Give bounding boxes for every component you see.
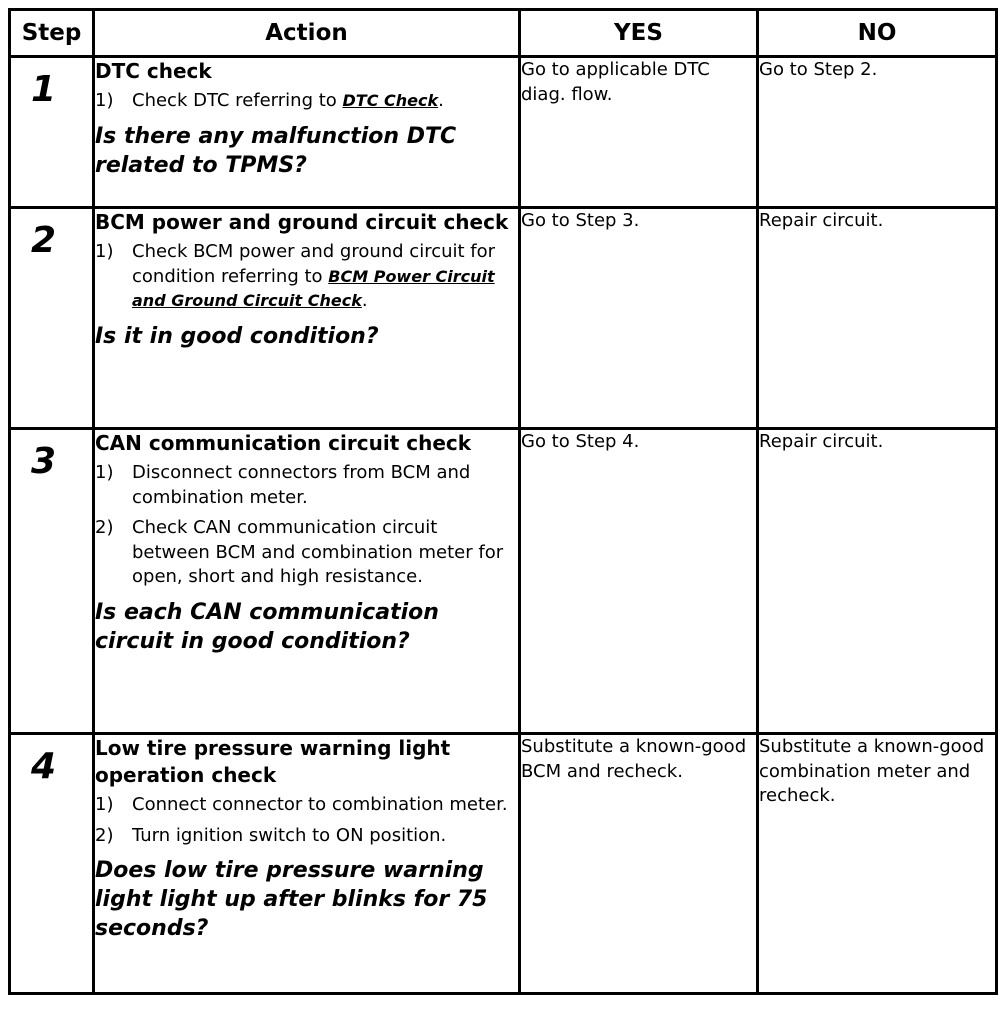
action-title: DTC check	[95, 59, 212, 83]
table-row	[10, 57, 997, 208]
action-cell	[94, 734, 520, 994]
item-text-end: .	[361, 290, 368, 311]
list-item	[95, 824, 518, 849]
list-item	[95, 793, 518, 818]
step-number: 2	[31, 220, 57, 261]
table-row	[10, 208, 997, 429]
yes-cell: Go to applicable DTC diag. flow.	[520, 57, 758, 208]
item-number: 1)	[95, 241, 114, 262]
yes-cell: Substitute a known-good BCM and recheck.	[520, 734, 758, 994]
item-number: 1)	[95, 90, 114, 111]
list-item	[95, 516, 518, 590]
list-item	[95, 89, 518, 114]
action-question: Is it in good condition?	[95, 323, 379, 349]
no-cell: Repair circuit.	[758, 208, 997, 429]
item-text: Connect connector to combination meter.	[132, 794, 508, 815]
item-number: 2)	[95, 517, 114, 538]
action-cell	[94, 429, 520, 734]
item-text: Turn ignition switch to ON position.	[132, 824, 447, 846]
list-item	[95, 240, 518, 314]
action-question: Does low tire pressure warning light light up after blinks for 75 seconds?	[95, 858, 488, 941]
action-steps	[95, 240, 518, 314]
action-title: BCM power and ground circuit check	[95, 210, 509, 234]
diagnostic-flow-table	[8, 8, 998, 995]
reference-link[interactable]: DTC Check	[342, 91, 439, 110]
action-steps	[95, 461, 518, 590]
step-number: 1	[31, 69, 57, 110]
header-yes: YES	[520, 10, 758, 57]
action-cell	[94, 57, 520, 208]
header-step: Step	[10, 10, 94, 57]
action-cell	[94, 208, 520, 429]
reference-link[interactable]: BCM Power Circuit and Ground Circuit Check	[132, 266, 495, 310]
action-question: Is there any malfunction DTC related to TPMS?	[95, 123, 457, 178]
item-text: Disconnect connectors from BCM and combination meter.	[132, 462, 471, 508]
step-number: 3	[31, 441, 57, 482]
action-title: CAN communication circuit check	[95, 431, 472, 455]
step-cell	[10, 429, 94, 734]
header-row	[10, 10, 997, 57]
no-cell: Go to Step 2.	[758, 57, 997, 208]
yes-cell: Go to Step 4.	[520, 429, 758, 734]
header-no: NO	[758, 10, 997, 57]
action-question: Is each CAN communication circuit in good condition?	[95, 599, 439, 654]
list-item	[95, 461, 518, 510]
step-cell	[10, 734, 94, 994]
action-title: Low tire pressure warning light operation check	[95, 736, 451, 787]
item-number: 2)	[95, 824, 114, 846]
header-action: Action	[94, 10, 520, 57]
step-number: 4	[31, 746, 57, 787]
table-row	[10, 734, 997, 994]
yes-cell: Go to Step 3.	[520, 208, 758, 429]
item-text: Check CAN communication circuit between BCM and combination meter for open, short and high resistance.	[132, 517, 504, 587]
table-row	[10, 429, 997, 734]
item-number: 1)	[95, 794, 114, 815]
step-cell	[10, 208, 94, 429]
item-number: 1)	[95, 462, 114, 483]
item-text: Check DTC referring to	[132, 90, 343, 111]
action-steps	[95, 793, 518, 848]
step-cell	[10, 57, 94, 208]
action-steps	[95, 89, 518, 114]
item-text-end: .	[438, 90, 444, 111]
no-cell: Substitute a known-good combination meter and recheck.	[758, 734, 997, 994]
item-text: Check BCM power and ground circuit for condition referring to	[132, 241, 496, 287]
no-cell: Repair circuit.	[758, 429, 997, 734]
